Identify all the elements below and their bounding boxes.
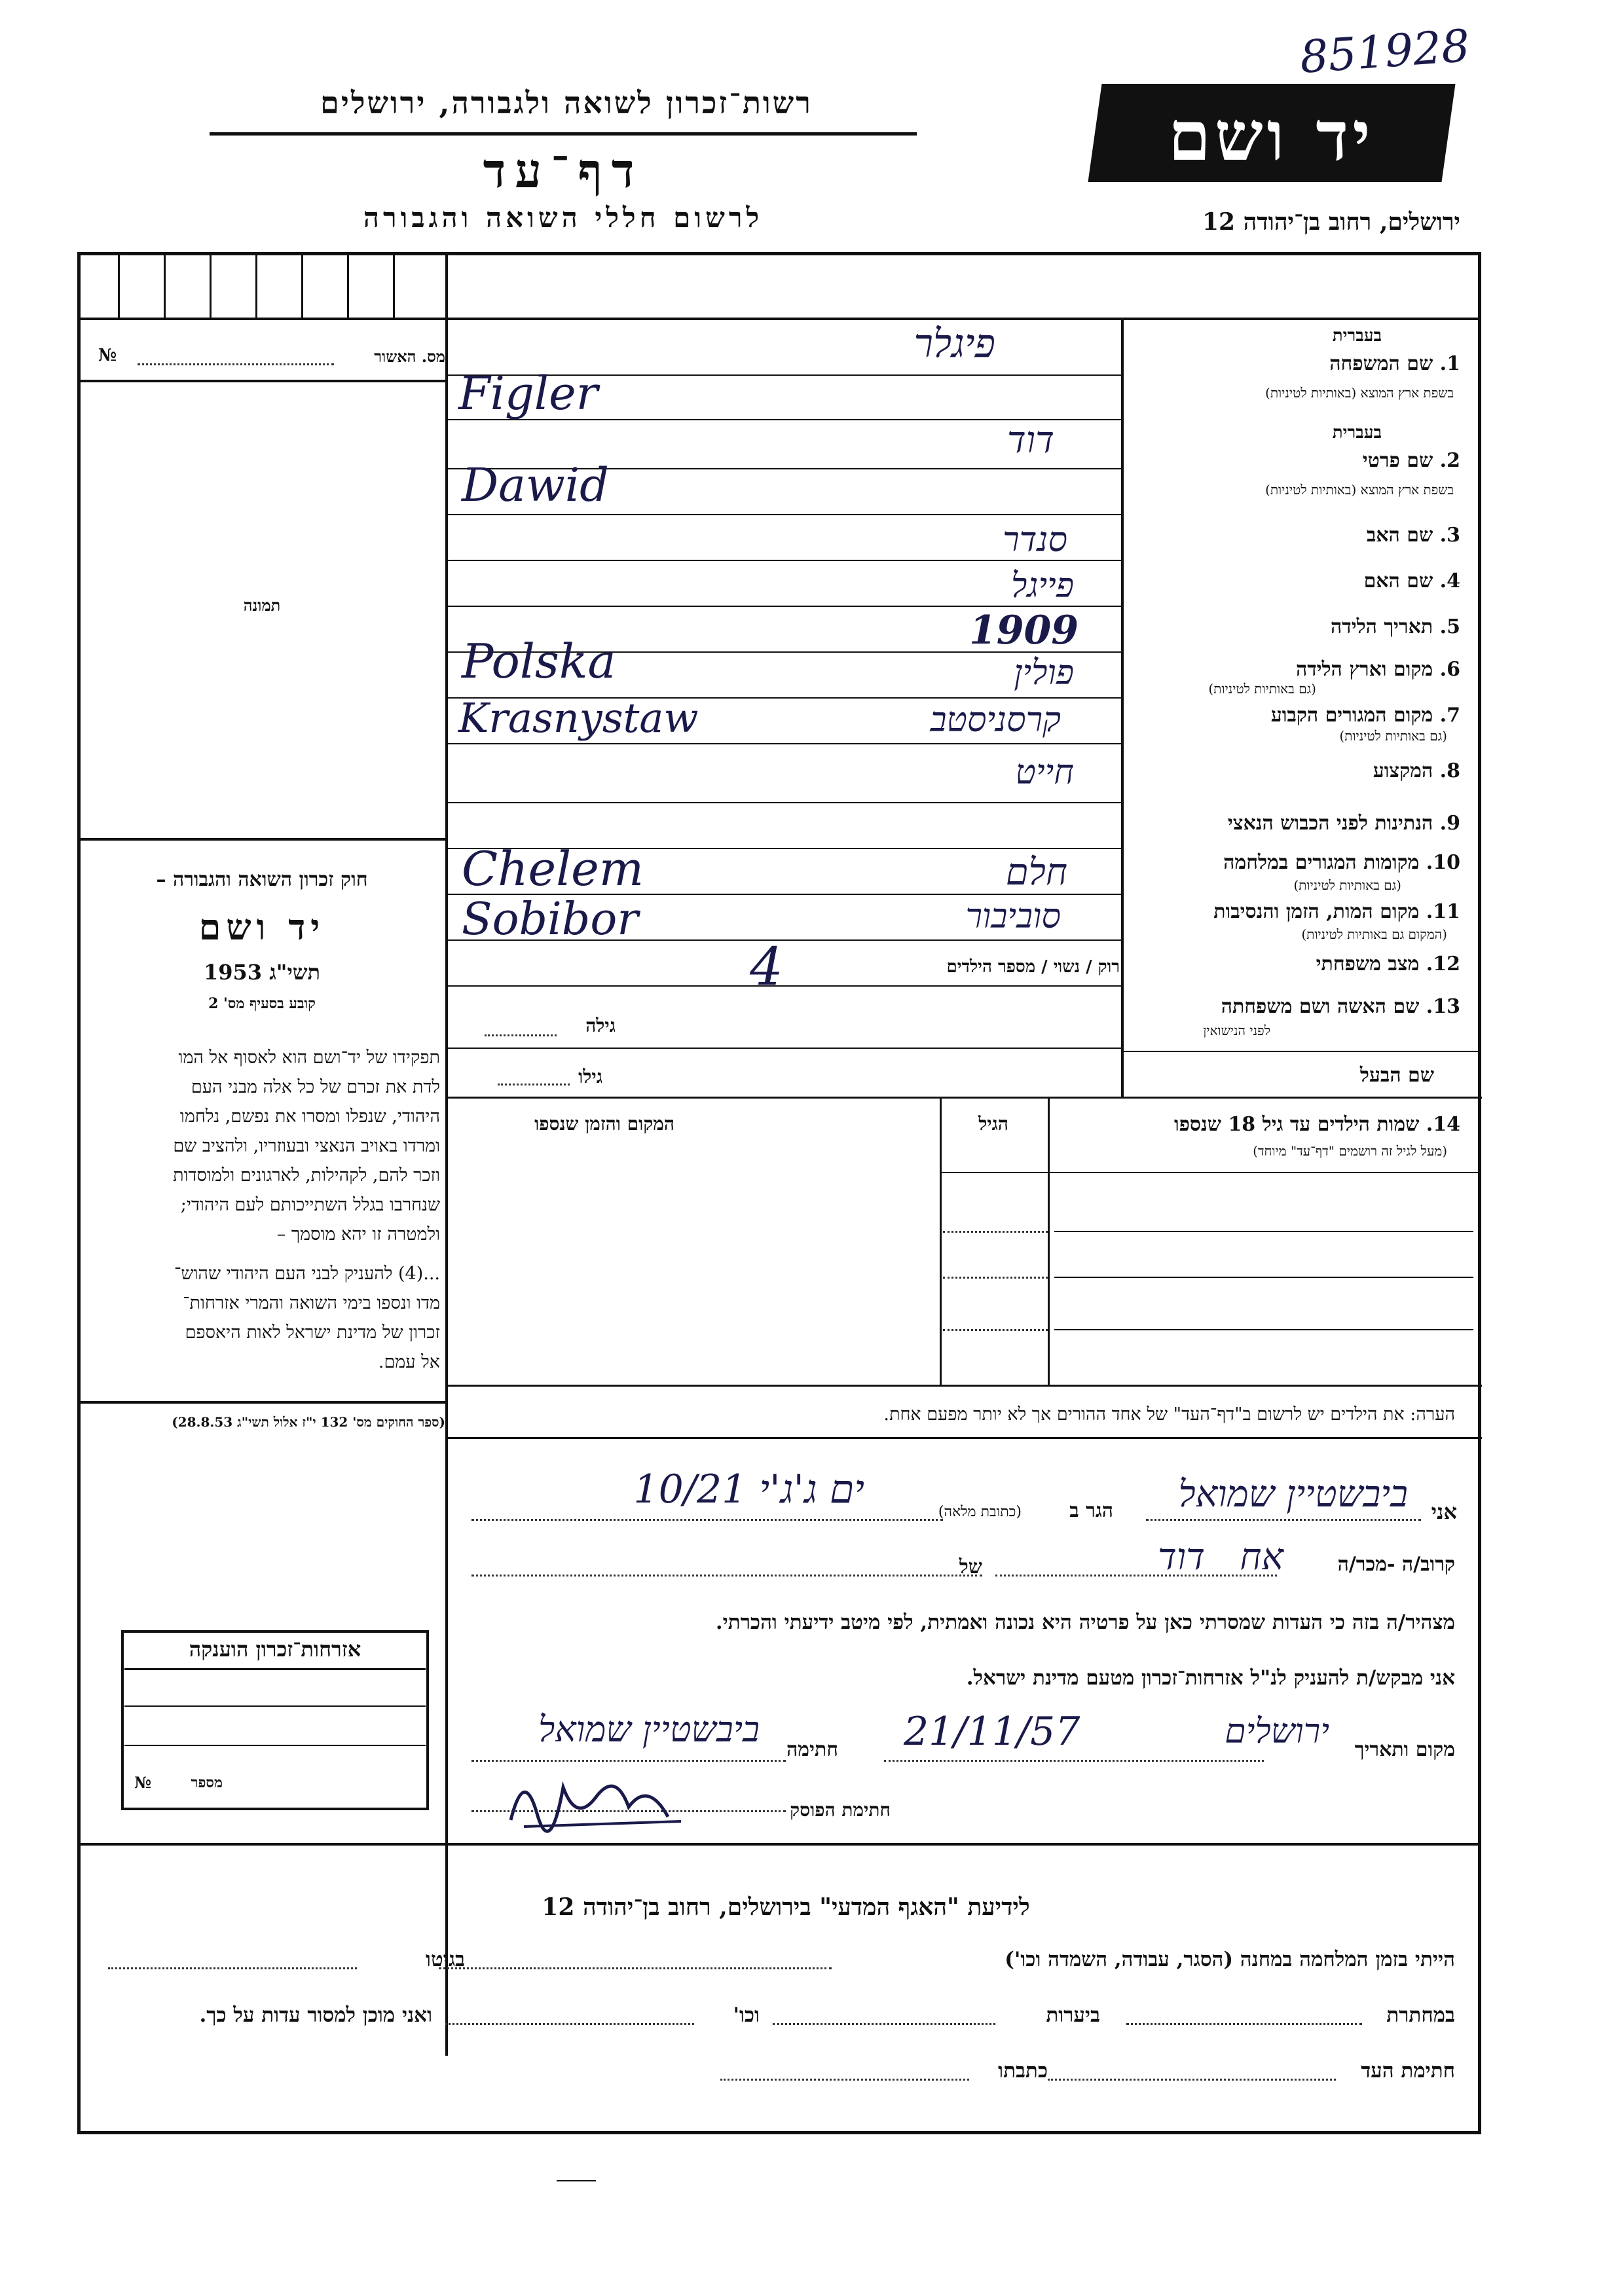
husband-label: שם הבעל: [1359, 1064, 1434, 1087]
field2-latin-value[interactable]: Dawid: [462, 458, 609, 512]
field14-label: 14. שמות הילדים עד גיל 18 שנספו: [1173, 1113, 1460, 1136]
children-col-age: הגיל: [978, 1113, 1008, 1135]
form-title: דף־עד: [483, 143, 644, 198]
relation-label: קרוב/ה -מכר/ה: [1337, 1553, 1455, 1576]
field13-label: 13. שם האשה ושם משפחתה: [1221, 995, 1460, 1018]
field2-hebrew-hint: בעברית: [1332, 423, 1382, 443]
field6-hebrew-value[interactable]: פולין: [1014, 653, 1074, 693]
law-text-line: זכרון של מדינת ישראל לאות היאספם: [185, 1322, 440, 1343]
date-value[interactable]: 21/11/57: [904, 1709, 1080, 1755]
field1-hebrew-hint: בעברית: [1332, 326, 1382, 346]
field11-sub: (המקום גם באותיות לטיניות): [1301, 926, 1447, 942]
field8-value[interactable]: חייט: [1015, 753, 1074, 792]
field6-label: 6. מקום וארץ הלידה: [1295, 658, 1460, 681]
officer-label: חתימת הפוסק: [790, 1799, 891, 1821]
of-label: של: [959, 1556, 982, 1578]
field9-label: 9. הנתינות לפני הכבוש הנאצי: [1227, 812, 1460, 835]
law-text-line: ומרדו באויב הנאצי ובעוזריו, ולהציב שם: [173, 1136, 440, 1156]
address-hint: (כתובת מלאה): [938, 1504, 1022, 1520]
footer-etc: וכו': [733, 2003, 760, 2027]
law-year: תשי"ג 1953: [204, 960, 320, 985]
field7-label: 7. מקום המגורים הקבוע: [1270, 704, 1460, 727]
field1-label: 1. שם המשפחה: [1329, 352, 1460, 375]
law-text-line: שנחרבו בגלל השתייכותם לעם היהודי;: [180, 1195, 440, 1215]
authority-name: רשות־זכרון לשואה ולגבורה, ירושלים: [320, 85, 813, 120]
field13-age-label: גילה: [585, 1015, 616, 1036]
field5-label: 5. תאריך הלידה: [1331, 615, 1460, 638]
photo-label: תמונה: [243, 596, 281, 615]
form-subtitle: לרשום חללי השואה והגבורה: [363, 202, 764, 234]
law-text-line: ...(4) להעניק לבני העם היהודי שהוש־: [174, 1264, 440, 1284]
relation-name[interactable]: דוד: [1157, 1536, 1205, 1578]
law-clause: קובע בסעיף מס' 2: [208, 995, 316, 1012]
archive-number: 851928: [1298, 20, 1472, 84]
law-text-line: לדת את זכרם של כל אלה מבני העם: [191, 1077, 440, 1097]
law-text-line: תפקידו של יד־ושם הוא לאסוף אל המו: [178, 1048, 440, 1068]
field11-label: 11. מקום המות, הזמן והנסיבות: [1213, 900, 1460, 923]
law-text-line: ולמטרה זו יהא מוסמך –: [276, 1224, 440, 1245]
address: ירושלים, רחוב בן־יהודה 12: [1202, 208, 1460, 236]
request-text: אני מבקש/ת להעניק לנ"ל אזרחות־זכרון מטעם מדינת ישראל.: [966, 1666, 1455, 1690]
field12-label: 12. מצב משפחתי: [1316, 953, 1460, 975]
place-date-label: מקום ותאריך: [1354, 1738, 1455, 1761]
citizenship-title: אזרחות־זכרון הוענקה: [189, 1637, 361, 1662]
permit-number-symbol: №: [98, 346, 117, 365]
footer-witness-sign: חתימת העד: [1361, 2059, 1455, 2083]
law-text-line: אל עמם.: [378, 1352, 440, 1372]
citizenship-number-label: מספר: [191, 1774, 223, 1791]
field1-hebrew-value[interactable]: פיגלר: [913, 321, 995, 367]
footer-address: כתבתו: [998, 2059, 1048, 2083]
citizenship-number-symbol: №: [134, 1773, 152, 1792]
declarant-i-label: אני: [1431, 1499, 1457, 1524]
field11-latin-value[interactable]: Sobibor: [462, 894, 638, 945]
field1-latin-value[interactable]: Figler: [458, 367, 599, 420]
resides-label: הגר ב: [1069, 1499, 1113, 1522]
place-value[interactable]: ירושלים: [1225, 1712, 1329, 1751]
relation-value[interactable]: אח: [1240, 1536, 1283, 1578]
footer-willing: ואני מוכן למסור עדות על כך.: [199, 2003, 432, 2027]
footer-ghetto: בגיטו: [426, 1948, 465, 1971]
declarant-address[interactable]: ים ג'ג'י 10/21: [633, 1467, 864, 1512]
permit-label: מס. האשור: [374, 347, 445, 366]
field11-hebrew-value[interactable]: סוביבור: [965, 897, 1061, 936]
field10-hebrew-value[interactable]: חלם: [1005, 851, 1067, 894]
field10-latin-value[interactable]: Chelem: [462, 841, 644, 896]
field6-sub: (גם באותיות לטיניות): [1208, 681, 1316, 697]
footer-title: לידיעת "האגף המדעי" בירושלים, רחוב בן־יהודה 12: [542, 1893, 1030, 1921]
field12-children-count[interactable]: 4: [750, 936, 783, 997]
field7-latin-value[interactable]: Krasnystaw: [458, 694, 699, 742]
field12-options: רוק / נשוי / מספר הילדים: [946, 957, 1120, 977]
children-col-place: המקום והזמן שנספו: [534, 1113, 674, 1135]
law-source: (ספר החוקים מס' 132 י"ז אלול תשי"ג 28.8.53): [172, 1414, 445, 1430]
law-text-line: מדו ונספו בימי השואה והמרי אזרחות־: [183, 1293, 440, 1313]
yad-vashem-logo: יד ושם: [1088, 84, 1455, 182]
field2-sub: בשפת ארץ המוצא (באותיות לטיניות): [1265, 482, 1454, 498]
children-note: הערה: את הילדים יש לרשום ב"דף־העד" של אחד ההורים אך לא יותר מפעם אחת.: [883, 1404, 1455, 1425]
field10-label: 10. מקומות המגורים במלחמה: [1223, 851, 1460, 874]
field4-label: 4. שם האם: [1363, 570, 1460, 592]
declarant-signature[interactable]: ביבשטיין שמואל: [538, 1709, 760, 1750]
footer-forests: ביערות: [1046, 2003, 1100, 2027]
law-title: חוק זכרון השואה והגבורה –: [156, 868, 368, 891]
field13-sub: לפני הנישואין: [1203, 1023, 1270, 1038]
field7-sub: (גם באותיות לטיניות): [1339, 728, 1447, 744]
field3-label: 3. שם האב: [1366, 524, 1460, 547]
field3-value[interactable]: סנדר: [1003, 520, 1067, 560]
husband-age-label: גילו: [578, 1066, 602, 1087]
field8-label: 8. המקצוע: [1373, 759, 1460, 782]
declarant-name[interactable]: ביבשטיין שמואל: [1178, 1473, 1408, 1516]
field4-value[interactable]: פייגל: [1010, 566, 1074, 606]
signature-label: חתימה: [786, 1738, 838, 1761]
field14-sub: (מעל לגיל זה רושמים "דף־עד" מיוחד): [1253, 1143, 1447, 1159]
field1-sub: בשפת ארץ המוצא (באותיות לטיניות): [1265, 385, 1454, 401]
field6-latin-value[interactable]: Polska: [462, 634, 616, 689]
field2-label: 2. שם פרטי: [1362, 449, 1460, 472]
field5-value[interactable]: 1909: [969, 608, 1079, 653]
law-text-line: היהודי, שנפלו ומסרו את נפשם, נלחמו: [179, 1106, 440, 1127]
form-frame: [77, 252, 1481, 2134]
field2-hebrew-value[interactable]: דוד: [1006, 419, 1054, 462]
field7-hebrew-value[interactable]: קרסניסטב: [930, 701, 1061, 740]
field10-sub: (גם באותיות לטיניות): [1293, 877, 1401, 893]
footer-underground: במחתרת: [1386, 2003, 1455, 2027]
declaration-text: מצהיר/ה בזה כי העדות שמסרתי כאן על פרטיה היא נכונה ואמתית, לפי מיטב ידיעתי והכרתי.: [715, 1611, 1455, 1634]
law-name: יד ושם: [198, 906, 325, 948]
officer-signature-scribble: [498, 1761, 694, 1833]
footer-line1: הייתי בזמן המלחמה במחנה (הסגר, עבודה, השמדה וכו'): [1005, 1948, 1455, 1971]
law-text-line: וזכר להם, לקהילות, לארגונים ולמוסדות: [173, 1165, 440, 1186]
